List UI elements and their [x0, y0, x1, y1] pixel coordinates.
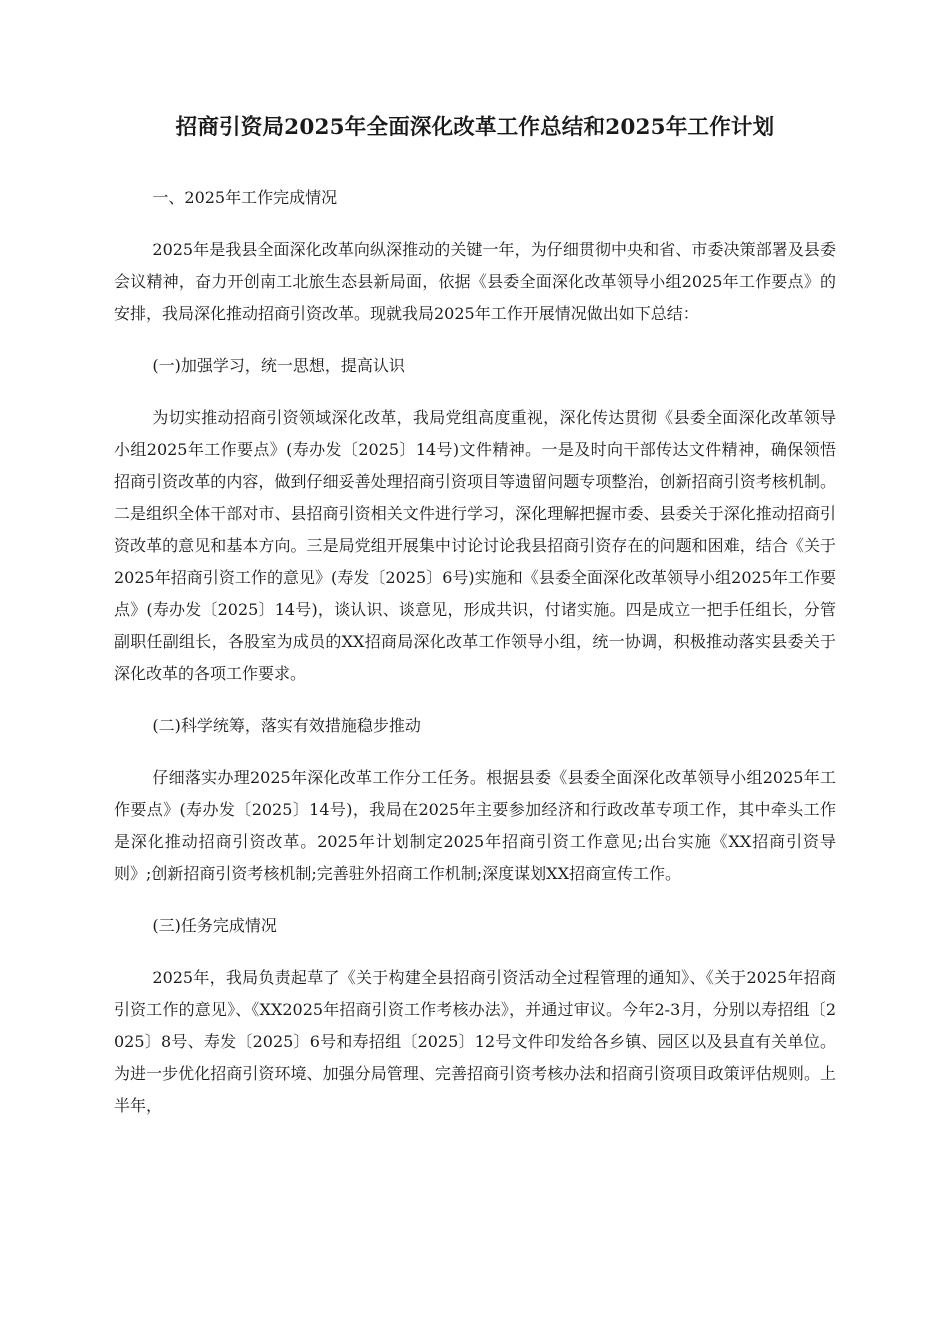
subsection-heading-2: (二)科学统筹，落实有效措施稳步推动	[152, 716, 421, 735]
document-page	[114, 108, 836, 1142]
document-title: 招商引资局2025年全面深化改革工作总结和2025年工作计划	[175, 115, 775, 140]
paragraph-intro: 2025年是我县全面深化改革向纵深推动的关键一年，为仔细贯彻中央和省、市委决策部署及县委会议精神，奋力开创南工北旅生态县新局面，依据《县委全面深化改革领导小组2025年工作要点》的安排，我局深化推动招商引资改革。现就我局2025年工作开展情况做出如下总结：	[114, 240, 836, 323]
paragraph-study: 为切实推动招商引资领域深化改革，我局党组高度重视，深化传达贯彻《县委全面深化改革领导小组2025年工作要点》(寿办发〔2025〕14号)文件精神。一是及时向干部传达文件精神，确保领悟招商引资改革的内容，做到仔细妥善处理招商引资项目等遗留问题专项整治，创新招商引资考核机制。二是组织全体干部对市、县招商引资相关文件进行学习，深化理解把握市委、县委关于深化推动招商引资改革的意见和基本方向。三是局党组开展集中讨论讨论我县招商引资存在的问题和困难，结合《关于2025年招商引资工作的意见》(寿发〔2025〕6号)实施和《县委全面深化改革领导小组2025年工作要点》(寿办发〔2025〕14号)，谈认识、谈意见，形成共识，付诸实施。四是成立一把手任组长，分管副职任副组长，各股室为成员的XX招商局深化改革工作领导小组，统一协调，积极推动落实县委关于深化改革的各项工作要求。	[114, 408, 836, 683]
paragraph-tasks: 2025年，我局负责起草了《关于构建全县招商引资活动全过程管理的通知》、《关于2025年招商引资工作的意见》、《XX2025年招商引资工作考核办法》，并通过审议。今年2-3月，分别以寿招组〔2025〕8号、寿发〔2025〕6号和寿招组〔2025〕12号文件印发给各乡镇、园区以及县直有关单位。为进一步优化招商引资环境、加强分局管理、完善招商引资考核办法和招商引资项目政策评估规则。上半年，	[114, 968, 836, 1115]
subsection-heading-1: (一)加强学习，统一思想，提高认识	[152, 356, 405, 375]
subsection-heading-3: (三)任务完成情况	[152, 916, 277, 935]
section-heading-1: 一、2025年工作完成情况	[152, 188, 338, 207]
paragraph-measures: 仔细落实办理2025年深化改革工作分工任务。根据县委《县委全面深化改革领导小组2025年工作要点》(寿办发〔2025〕14号)，我局在2025年主要参加经济和行政改革专项工作，其中牵头工作是深化推动招商引资改革。2025年计划制定2025年招商引资工作意见;出台实施《XX招商引资导则》;创新招商引资考核机制;完善驻外招商工作机制;深度谋划XX招商宣传工作。	[114, 768, 836, 883]
